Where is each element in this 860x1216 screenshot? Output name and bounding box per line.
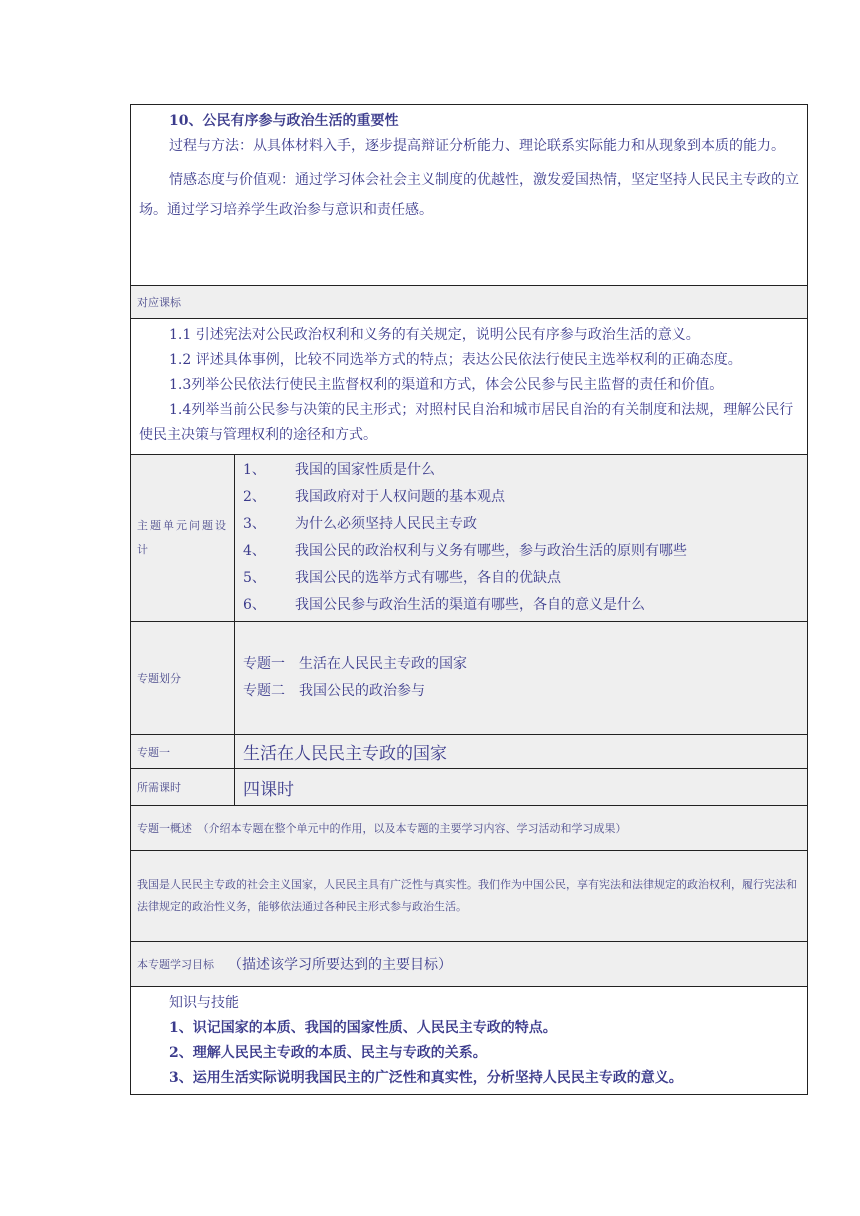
questions-cell <box>235 455 808 622</box>
goals-note: （描述该学习所要达到的主要目标） <box>228 957 452 973</box>
topic1-title: 生活在人民民主专政的国家 <box>243 744 447 764</box>
hours-value-cell <box>235 769 808 806</box>
topics-cell <box>235 622 808 735</box>
standards-header <box>131 286 808 319</box>
question-item: 4、 我国公民的政治权利与义务有哪些，参与政治生活的原则有哪些 <box>243 543 687 559</box>
objectives-cell <box>131 105 808 286</box>
standard-item: 1.2 评述具体事例，比较不同选举方式的特点；表达公民依法行使民主选举权利的正确态度。 <box>169 352 742 368</box>
topic-item: 专题一 生活在人民民主专政的国家 <box>243 656 467 672</box>
standard-item: 1.1 引述宪法对公民政治权利和义务的有关规定，说明公民有序参与政治生活的意义。 <box>169 327 700 343</box>
question-item: 5、 我国公民的选举方式有哪些，各自的优缺点 <box>243 570 561 586</box>
topic1-label-cell <box>131 735 235 769</box>
lesson-plan-table <box>130 104 807 1095</box>
question-item: 2、 我国政府对于人权问题的基本观点 <box>243 489 505 505</box>
topic1-label: 专题一 <box>137 745 170 759</box>
overview-text: 我国是人民民主专政的社会主义国家，人民民主具有广泛性与真实性。我们作为中国公民，享有宪法和法律规定的政治权利，履行宪法和法律规定的政治性义务，能够依法通过各种民主形式参与政治生活。 <box>137 878 797 913</box>
hours-label: 所需课时 <box>137 781 181 794</box>
question-item: 1、 我国的国家性质是什么 <box>243 462 435 478</box>
questions-label-cell <box>131 455 235 622</box>
topic-item: 专题二 我国公民的政治参与 <box>243 683 425 699</box>
topics-label: 专题划分 <box>137 672 181 685</box>
goals-cell <box>131 987 808 1095</box>
standard-item: 1.3列举公民依法行使民主监督权利的渠道和方式，体会公民参与民主监督的责任和价值。 <box>169 377 724 393</box>
questions-label: 主题单元问题设计 <box>137 519 228 556</box>
goals-header-row <box>131 942 807 986</box>
goals-label: 本专题学习目标 <box>137 958 214 971</box>
goal-item: 1、识记国家的本质、我国的国家性质、人民民主专政的特点。 <box>169 1020 557 1036</box>
question-item: 3、 为什么必须坚持人民民主专政 <box>243 516 477 532</box>
topics-label-cell <box>131 622 235 735</box>
overview-label: 专题一概述 （介绍本专题在整个单元中的作用，以及本专题的主要学习内容、学习活动和学习成果） <box>137 822 627 835</box>
overview-cell <box>131 851 808 942</box>
hours-label-cell <box>131 769 235 806</box>
hours-value: 四课时 <box>243 779 294 800</box>
question-item: 6、 我国公民参与政治生活的渠道有哪些，各自的意义是什么 <box>243 597 645 613</box>
process-method-text: 过程与方法：从具体材料入手，逐步提高辩证分析能力、理论联系实际能力和从现象到本质的能力。 <box>169 138 785 154</box>
overview-header <box>131 806 808 851</box>
standard-item: 1.4列举当前公民参与决策的民主形式；对照村民自治和城市居民自治的有关制度和法规，理解公民行使民主决策与管理权利的途径和方式。 <box>139 402 794 443</box>
goals-header <box>131 942 808 987</box>
goal-item: 2、理解人民民主专政的本质、民主与专政的关系。 <box>169 1045 487 1061</box>
standards-cell <box>131 319 808 455</box>
standards-label: 对应课标 <box>137 296 181 309</box>
goal-item: 3、运用生活实际说明我国民主的广泛性和真实性，分析坚持人民民主专政的意义。 <box>169 1070 683 1086</box>
topic1-value-cell <box>235 735 808 769</box>
emotion-values-text: 情感态度与价值观：通过学习体会社会主义制度的优越性，激发爱国热情，坚定坚持人民民主专政的立场。通过学习培养学生政治参与意识和责任感。 <box>139 172 799 218</box>
goals-heading: 知识与技能 <box>169 995 239 1011</box>
objective-line: 10、公民有序参与政治生活的重要性 <box>169 113 399 129</box>
